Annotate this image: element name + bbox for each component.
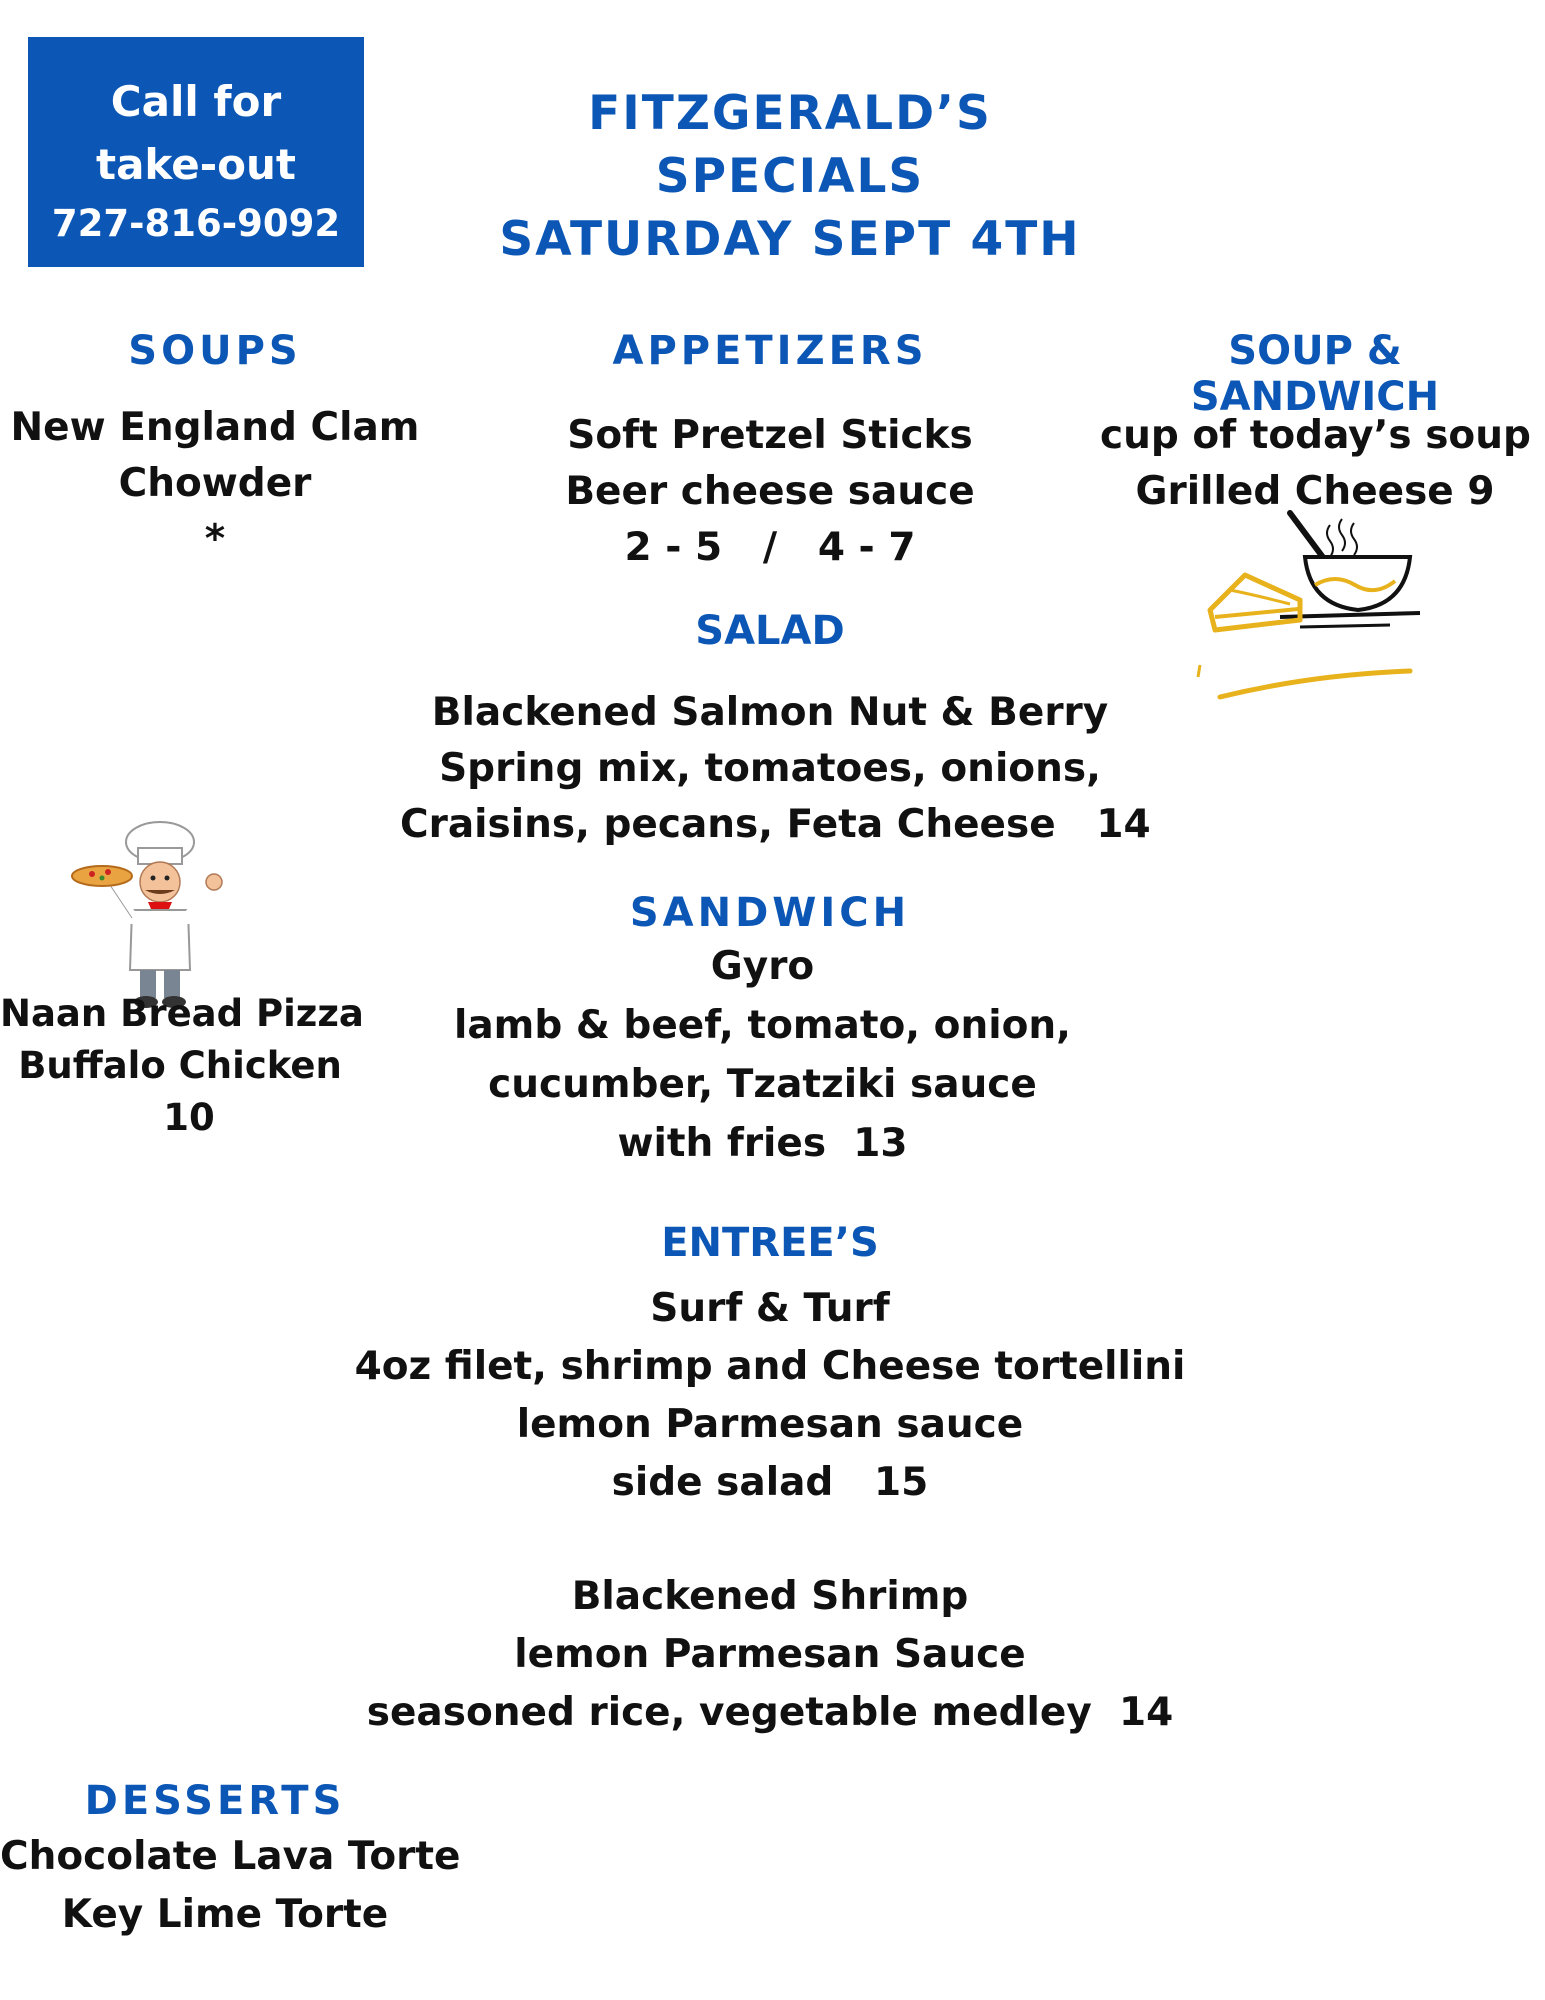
appetizers-line: Beer cheese sauce <box>565 469 975 514</box>
soup-sandwich-line: cup of today’s soup <box>1100 413 1531 458</box>
salad-list <box>400 685 1151 853</box>
entree-line: Blackened Shrimp <box>571 1574 969 1619</box>
entree-line: side salad 15 <box>611 1460 929 1505</box>
soup-sandwich-line: Grilled Cheese 9 <box>1135 469 1495 514</box>
salad-line: Blackened Salmon Nut & Berry <box>431 690 1109 735</box>
appetizers-list <box>540 408 1000 576</box>
chef-with-pizza-icon <box>70 820 230 1010</box>
desserts-heading: DESSERTS <box>84 1778 346 1824</box>
salad-line: Craisins, pecans, Feta Cheese 14 <box>400 802 1151 847</box>
dessert-line: Chocolate Lava Torte <box>0 1834 461 1879</box>
entrees-heading: ENTREE’S <box>661 1220 879 1266</box>
appetizers-heading: APPETIZERS <box>612 328 928 374</box>
sandwich-line: lamb & beef, tomato, onion, <box>454 1003 1071 1048</box>
sandwich-list <box>400 937 1125 1173</box>
entree-line: Surf & Turf <box>650 1286 890 1331</box>
entree-line: lemon Parmesan sauce <box>516 1402 1024 1447</box>
entree-line: seasoned rice, vegetable medley 14 <box>366 1690 1174 1735</box>
title-line2: SATURDAY SEPT 4TH <box>499 212 1081 267</box>
appetizers-line: 2 - 5 / 4 - 7 <box>624 525 916 570</box>
sandwich-heading: SANDWICH <box>629 890 911 936</box>
sandwich-line: cucumber, Tzatziki sauce <box>488 1062 1037 1107</box>
soups-line: New England Clam <box>10 405 420 450</box>
desserts-list <box>0 1828 461 1944</box>
soups-line: * <box>204 517 226 562</box>
pizza-line: Naan Bread Pizza <box>0 992 364 1035</box>
soup-sandwich-heading: SOUP & SANDWICH <box>1190 328 1440 420</box>
appetizers-line: Soft Pretzel Sticks <box>567 413 973 458</box>
page-title <box>470 82 1110 271</box>
soup-sandwich-doodle-icon <box>1190 505 1430 720</box>
soup-sandwich-list <box>1100 408 1530 520</box>
takeout-box <box>28 37 364 267</box>
title-line1: FITZGERALD’S SPECIALS <box>588 86 992 204</box>
pizza-line: 10 <box>163 1096 215 1139</box>
takeout-line1: Call for <box>110 77 282 126</box>
entree-blackened-shrimp <box>330 1568 1210 1742</box>
salad-line: Spring mix, tomatoes, onions, <box>439 746 1101 791</box>
soups-line: Chowder <box>118 461 312 506</box>
takeout-phone[interactable]: 727-816-9092 <box>51 202 341 245</box>
pizza-list <box>0 988 364 1144</box>
entree-line: lemon Parmesan Sauce <box>514 1632 1026 1677</box>
soups-heading: SOUPS <box>128 328 302 374</box>
sandwich-line: Gyro <box>710 944 815 989</box>
entree-surf-turf <box>330 1280 1210 1512</box>
salad-heading: SALAD <box>695 608 845 654</box>
sandwich-line: with fries 13 <box>617 1121 908 1166</box>
pizza-line: Buffalo Chicken <box>18 1044 342 1087</box>
dessert-line: Key Lime Torte <box>61 1892 389 1937</box>
takeout-line2: take-out <box>96 140 296 189</box>
soups-list <box>0 400 430 568</box>
entree-line: 4oz filet, shrimp and Cheese tortellini <box>354 1344 1186 1389</box>
